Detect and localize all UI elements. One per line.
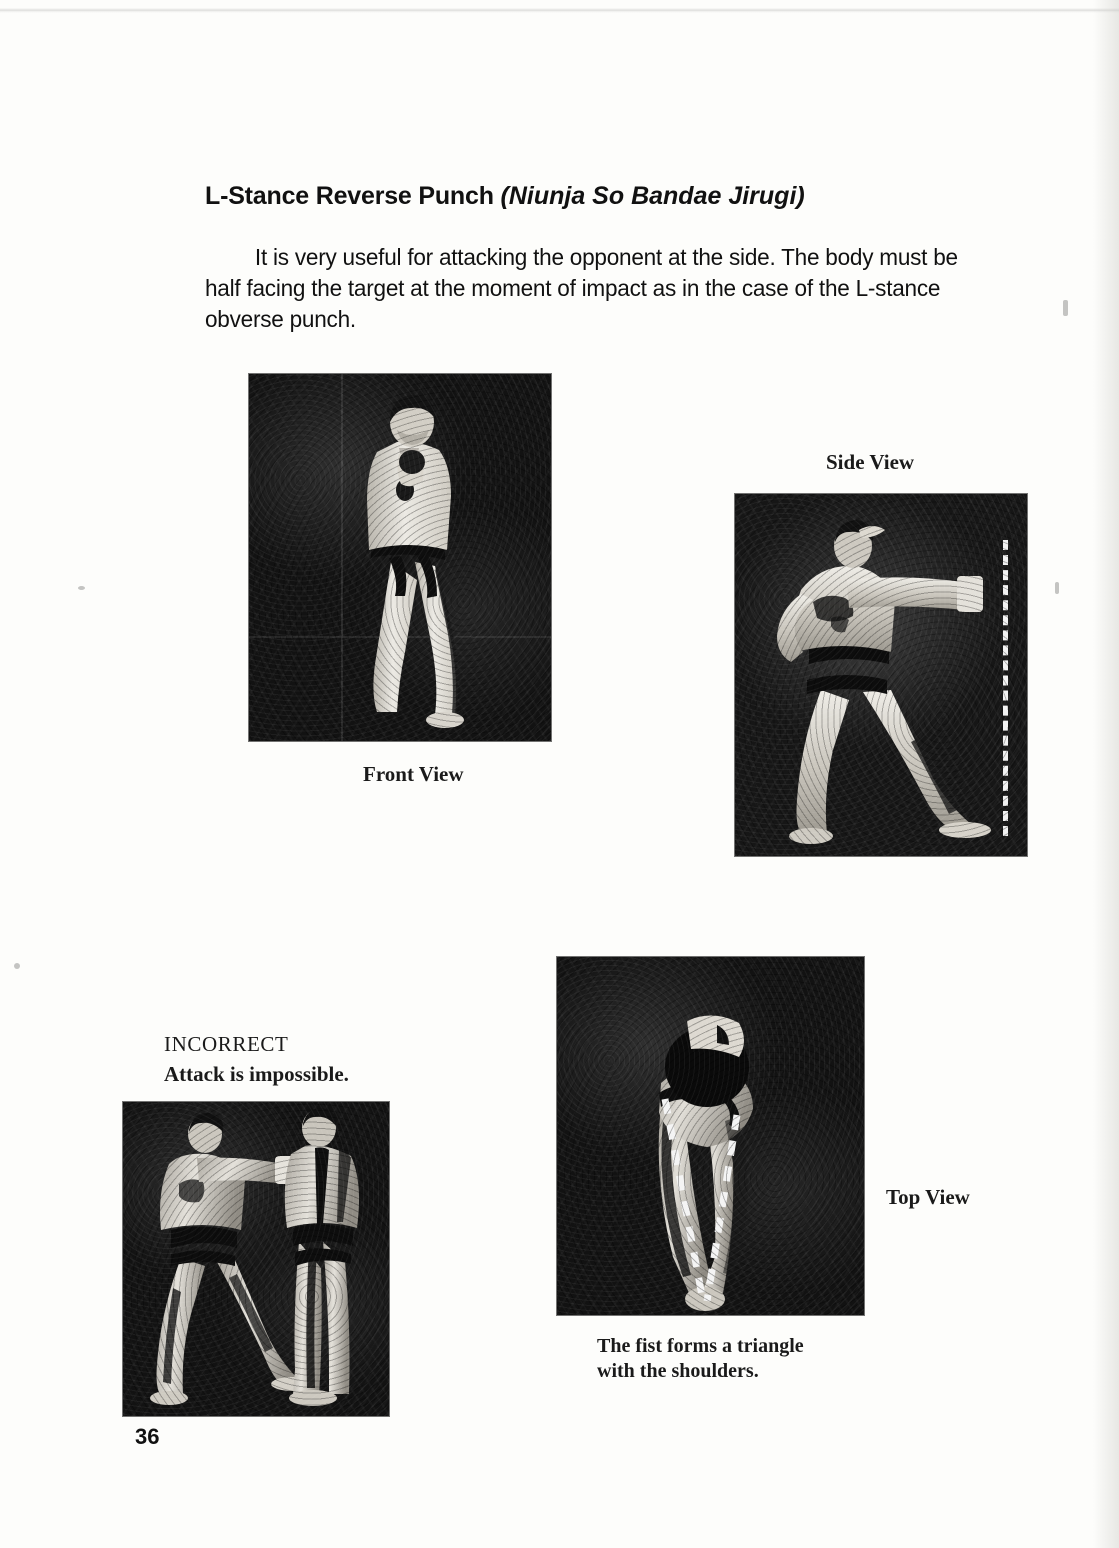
scan-speck	[1063, 300, 1068, 316]
label-incorrect: INCORRECT	[164, 1032, 289, 1056]
scan-artifact-right-edge	[1093, 0, 1119, 1548]
caption-side-view: Side View	[826, 450, 915, 474]
section-heading	[205, 182, 805, 211]
heading-title: L-Stance Reverse Punch	[205, 182, 494, 210]
caption-triangle-line-1: The fist forms a triangle	[597, 1335, 804, 1357]
heading-korean-term: (Niunja So Bandae Jirugi)	[500, 182, 805, 210]
photo-front-view	[249, 374, 551, 741]
scan-artifact-top-edge	[0, 8, 1119, 13]
photo-backdrop	[735, 494, 1027, 856]
side-view-reference-line	[1003, 540, 1008, 836]
photo-side-view	[735, 494, 1027, 856]
body-paragraph: It is very useful for attacking the opponent at the side. The body must be half facing the target at the moment of impact as in the case of the L-stance obverse punch.	[205, 243, 958, 332]
scan-speck	[78, 586, 85, 590]
scan-speck	[1055, 582, 1059, 594]
photo-incorrect	[123, 1102, 389, 1416]
scan-crease	[341, 374, 343, 741]
photo-backdrop	[557, 957, 864, 1315]
photo-top-view	[557, 957, 864, 1315]
page-number: 36	[135, 1424, 160, 1449]
caption-triangle-line-2: with the shoulders.	[597, 1360, 759, 1382]
label-attack-impossible: Attack is impossible.	[164, 1062, 349, 1086]
photo-backdrop	[123, 1102, 389, 1416]
caption-triangle-note	[597, 1334, 804, 1384]
photo-backdrop	[249, 374, 551, 741]
caption-front-view: Front View	[363, 762, 464, 786]
scan-speck	[14, 963, 20, 969]
backdrop-floor-line	[249, 636, 551, 638]
caption-top-view: Top View	[886, 1185, 970, 1209]
